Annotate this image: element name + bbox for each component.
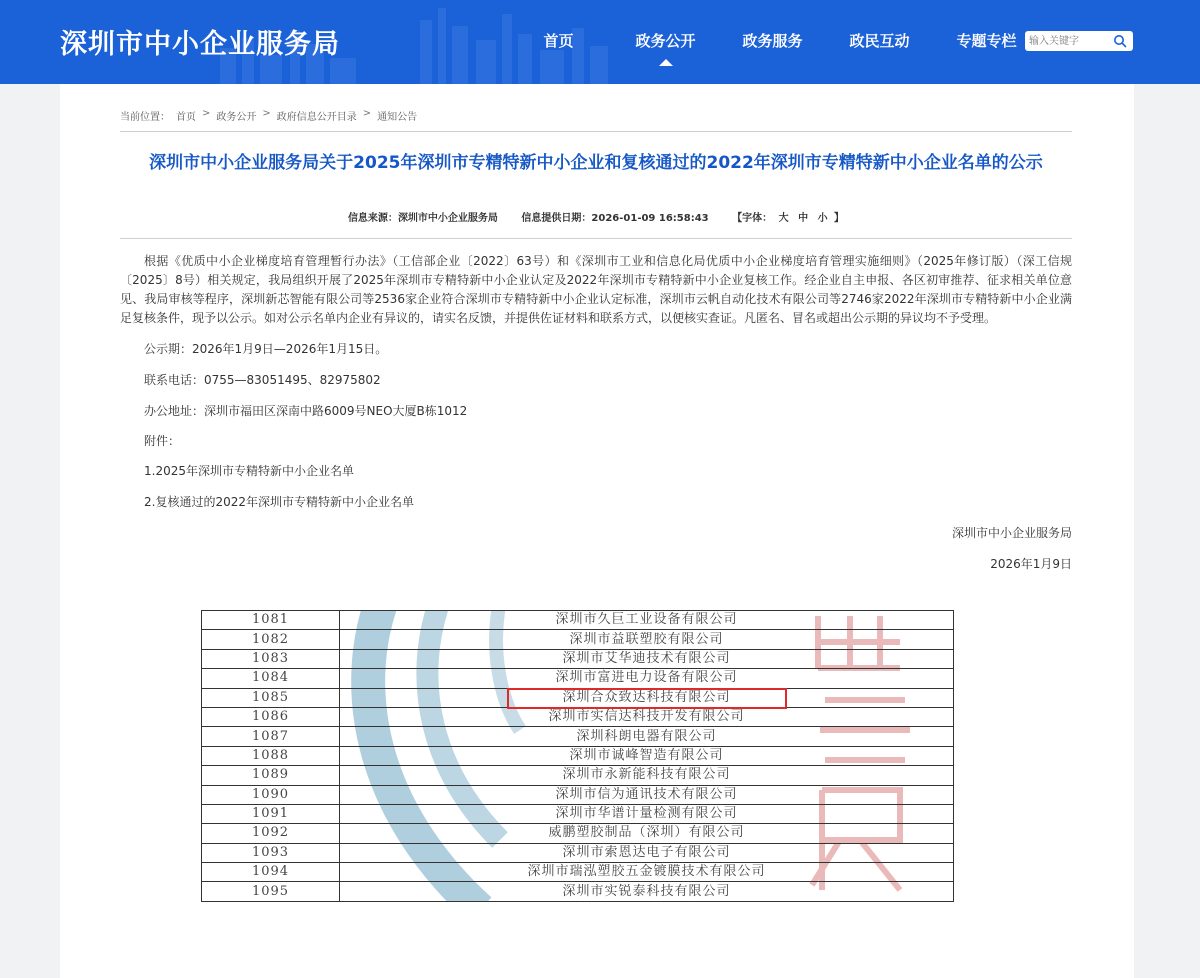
nav-item-government-services[interactable]: 政务服务: [742, 32, 803, 50]
company-name-cell: 深圳市瑞泓塑胶五金镀膜技术有限公司: [340, 863, 954, 882]
site-title[interactable]: 深圳市中小企业服务局: [60, 29, 340, 60]
office-address: 办公地址：深圳市福田区深南中路6009号NEO大厦B栋1012: [144, 404, 468, 418]
row-number-cell: 1084: [202, 669, 340, 688]
table-row: [202, 746, 954, 765]
breadcrumb-link-home[interactable]: 首页: [176, 112, 196, 123]
contact-phone: 联系电话：0755—83051495、82975802: [144, 373, 381, 387]
company-name-cell: 深圳市富进电力设备有限公司: [340, 669, 954, 688]
breadcrumb-link-notices[interactable]: 通知公告: [377, 112, 418, 123]
row-number-cell: 1094: [202, 863, 340, 882]
table-row: [202, 630, 954, 649]
row-number-cell: 1095: [202, 882, 340, 901]
table-row: [202, 707, 954, 726]
table-row: [202, 649, 954, 668]
publicity-period: 公示期：2026年1月9日—2026年1月15日。: [144, 342, 388, 356]
meta-date: 信息提供日期：2026-01-09 16:58:43: [521, 213, 709, 224]
company-name-cell: 深圳市索恩达电子有限公司: [340, 843, 954, 862]
breadcrumb-link-government-affairs[interactable]: 政务公开: [216, 112, 257, 123]
nav-item-home[interactable]: 首页: [543, 32, 574, 50]
row-number-cell: 1087: [202, 727, 340, 746]
nav-item-government-affairs-public[interactable]: 政务公开: [612, 0, 719, 84]
breadcrumb-prefix: 当前位置：: [120, 112, 170, 123]
highlight-box: [507, 688, 787, 709]
row-number-cell: 1090: [202, 785, 340, 804]
row-number-cell: 1081: [202, 611, 340, 630]
company-name-cell: 深圳市诚峰智造有限公司: [340, 746, 954, 765]
article-meta: [120, 209, 1072, 224]
table-row: [202, 766, 954, 785]
company-name-cell: 深圳市华谱计量检测有限公司: [340, 804, 954, 823]
scanned-list-image: [200, 610, 956, 902]
table-row: [202, 863, 954, 882]
nav-item-public-interaction[interactable]: 政民互动: [849, 32, 910, 50]
signature-org: 深圳市中小企业服务局: [951, 526, 1072, 540]
font-size-medium-button[interactable]: 中: [798, 213, 809, 224]
search-box: [1025, 31, 1133, 51]
table-row: [202, 611, 954, 630]
main-nav: [505, 0, 1040, 84]
company-name-cell: 深圳市信为通讯技术有限公司: [340, 785, 954, 804]
table-row: [202, 882, 954, 901]
breadcrumb-separator: >: [362, 108, 372, 119]
search-icon[interactable]: [1113, 34, 1127, 48]
font-size-controls: 【字体： 大 中 小 】: [732, 213, 845, 224]
table-row: [202, 824, 954, 843]
top-header: [0, 0, 1200, 84]
company-name-cell: 深圳市艾华迪技术有限公司: [340, 649, 954, 668]
company-name-cell: 深圳合众致达科技有限公司: [340, 688, 954, 707]
row-number-cell: 1082: [202, 630, 340, 649]
row-number-cell: 1093: [202, 843, 340, 862]
row-number-cell: 1089: [202, 766, 340, 785]
meta-source: 信息来源：深圳市中小企业服务局: [347, 213, 498, 224]
divider: [120, 131, 1072, 132]
row-number-cell: 1086: [202, 707, 340, 726]
breadcrumb-separator: >: [202, 108, 211, 119]
company-name-cell: 深圳科朗电器有限公司: [340, 727, 954, 746]
attachment-link-1[interactable]: 1.2025年深圳市专精特新中小企业名单: [144, 464, 354, 478]
table-row: [202, 804, 954, 823]
company-name-cell: 深圳市益联塑胶有限公司: [340, 630, 954, 649]
article-title: 深圳市中小企业服务局关于2025年深圳市专精特新中小企业和复核通过的2022年深圳市专精特新中小企业名单的公示: [149, 153, 1043, 173]
attachments-label: 附件：: [144, 434, 181, 448]
row-number-cell: 1085: [202, 688, 340, 707]
breadcrumb-link-info-directory[interactable]: 政府信息公开目录: [276, 112, 357, 123]
row-number-cell: 1088: [202, 746, 340, 765]
breadcrumb: [120, 108, 423, 123]
row-number-cell: 1091: [202, 804, 340, 823]
row-number-cell: 1092: [202, 824, 340, 843]
table-row: [202, 843, 954, 862]
company-name-cell: 威鹏塑胶制品（深圳）有限公司: [340, 824, 954, 843]
font-size-small-button[interactable]: 小: [817, 213, 828, 224]
breadcrumb-separator: >: [262, 108, 271, 119]
company-name-cell: 深圳市实信达科技开发有限公司: [340, 707, 954, 726]
search-input[interactable]: [1029, 33, 1111, 49]
attachment-link-2[interactable]: 2.复核通过的2022年深圳市专精特新中小企业名单: [144, 495, 414, 509]
article-container: [60, 84, 1134, 978]
article-body-paragraph: 根据《优质中小企业梯度培育管理暂行办法》（工信部企业〔2022〕63号）和《深圳市工业和信息化局优质中小企业梯度培育管理实施细则》（2025年修订版）（深工信规〔2025〕8号）相关规定，我局组织开展了2025年深圳市专精特新中小企业认定及2022年深圳市专精特新中小企业复核工作。经企业自主申报、各区初审推荐、征求相关单位意见、我局审核等程序，深圳新芯智能有限公司等2536家企业符合深圳市专精特新中小企业认定标准，深圳市云帆自动化技术有限公司等2746家2022年深圳市专精特新中小企业满足复核条件，现予以公示。如对公示名单内企业有异议的，请实名反馈，并提供佐证材料和联系方式，以便核实查证。凡匿名、冒名或超出公示期的异议均不予受理。: [120, 254, 1072, 325]
signature-date: 2026年1月9日: [990, 557, 1072, 571]
nav-item-special-topics[interactable]: 专题专栏: [956, 32, 1017, 50]
divider: [120, 238, 1072, 239]
row-number-cell: 1083: [202, 649, 340, 668]
font-size-large-button[interactable]: 大: [778, 213, 789, 224]
company-list-table: [201, 610, 954, 902]
table-row: [202, 727, 954, 746]
company-name-cell: 深圳市永新能科技有限公司: [340, 766, 954, 785]
table-row: [202, 785, 954, 804]
table-row: [202, 669, 954, 688]
company-name-cell: 深圳市久巨工业设备有限公司: [340, 611, 954, 630]
company-name-cell: 深圳市实锐泰科技有限公司: [340, 882, 954, 901]
